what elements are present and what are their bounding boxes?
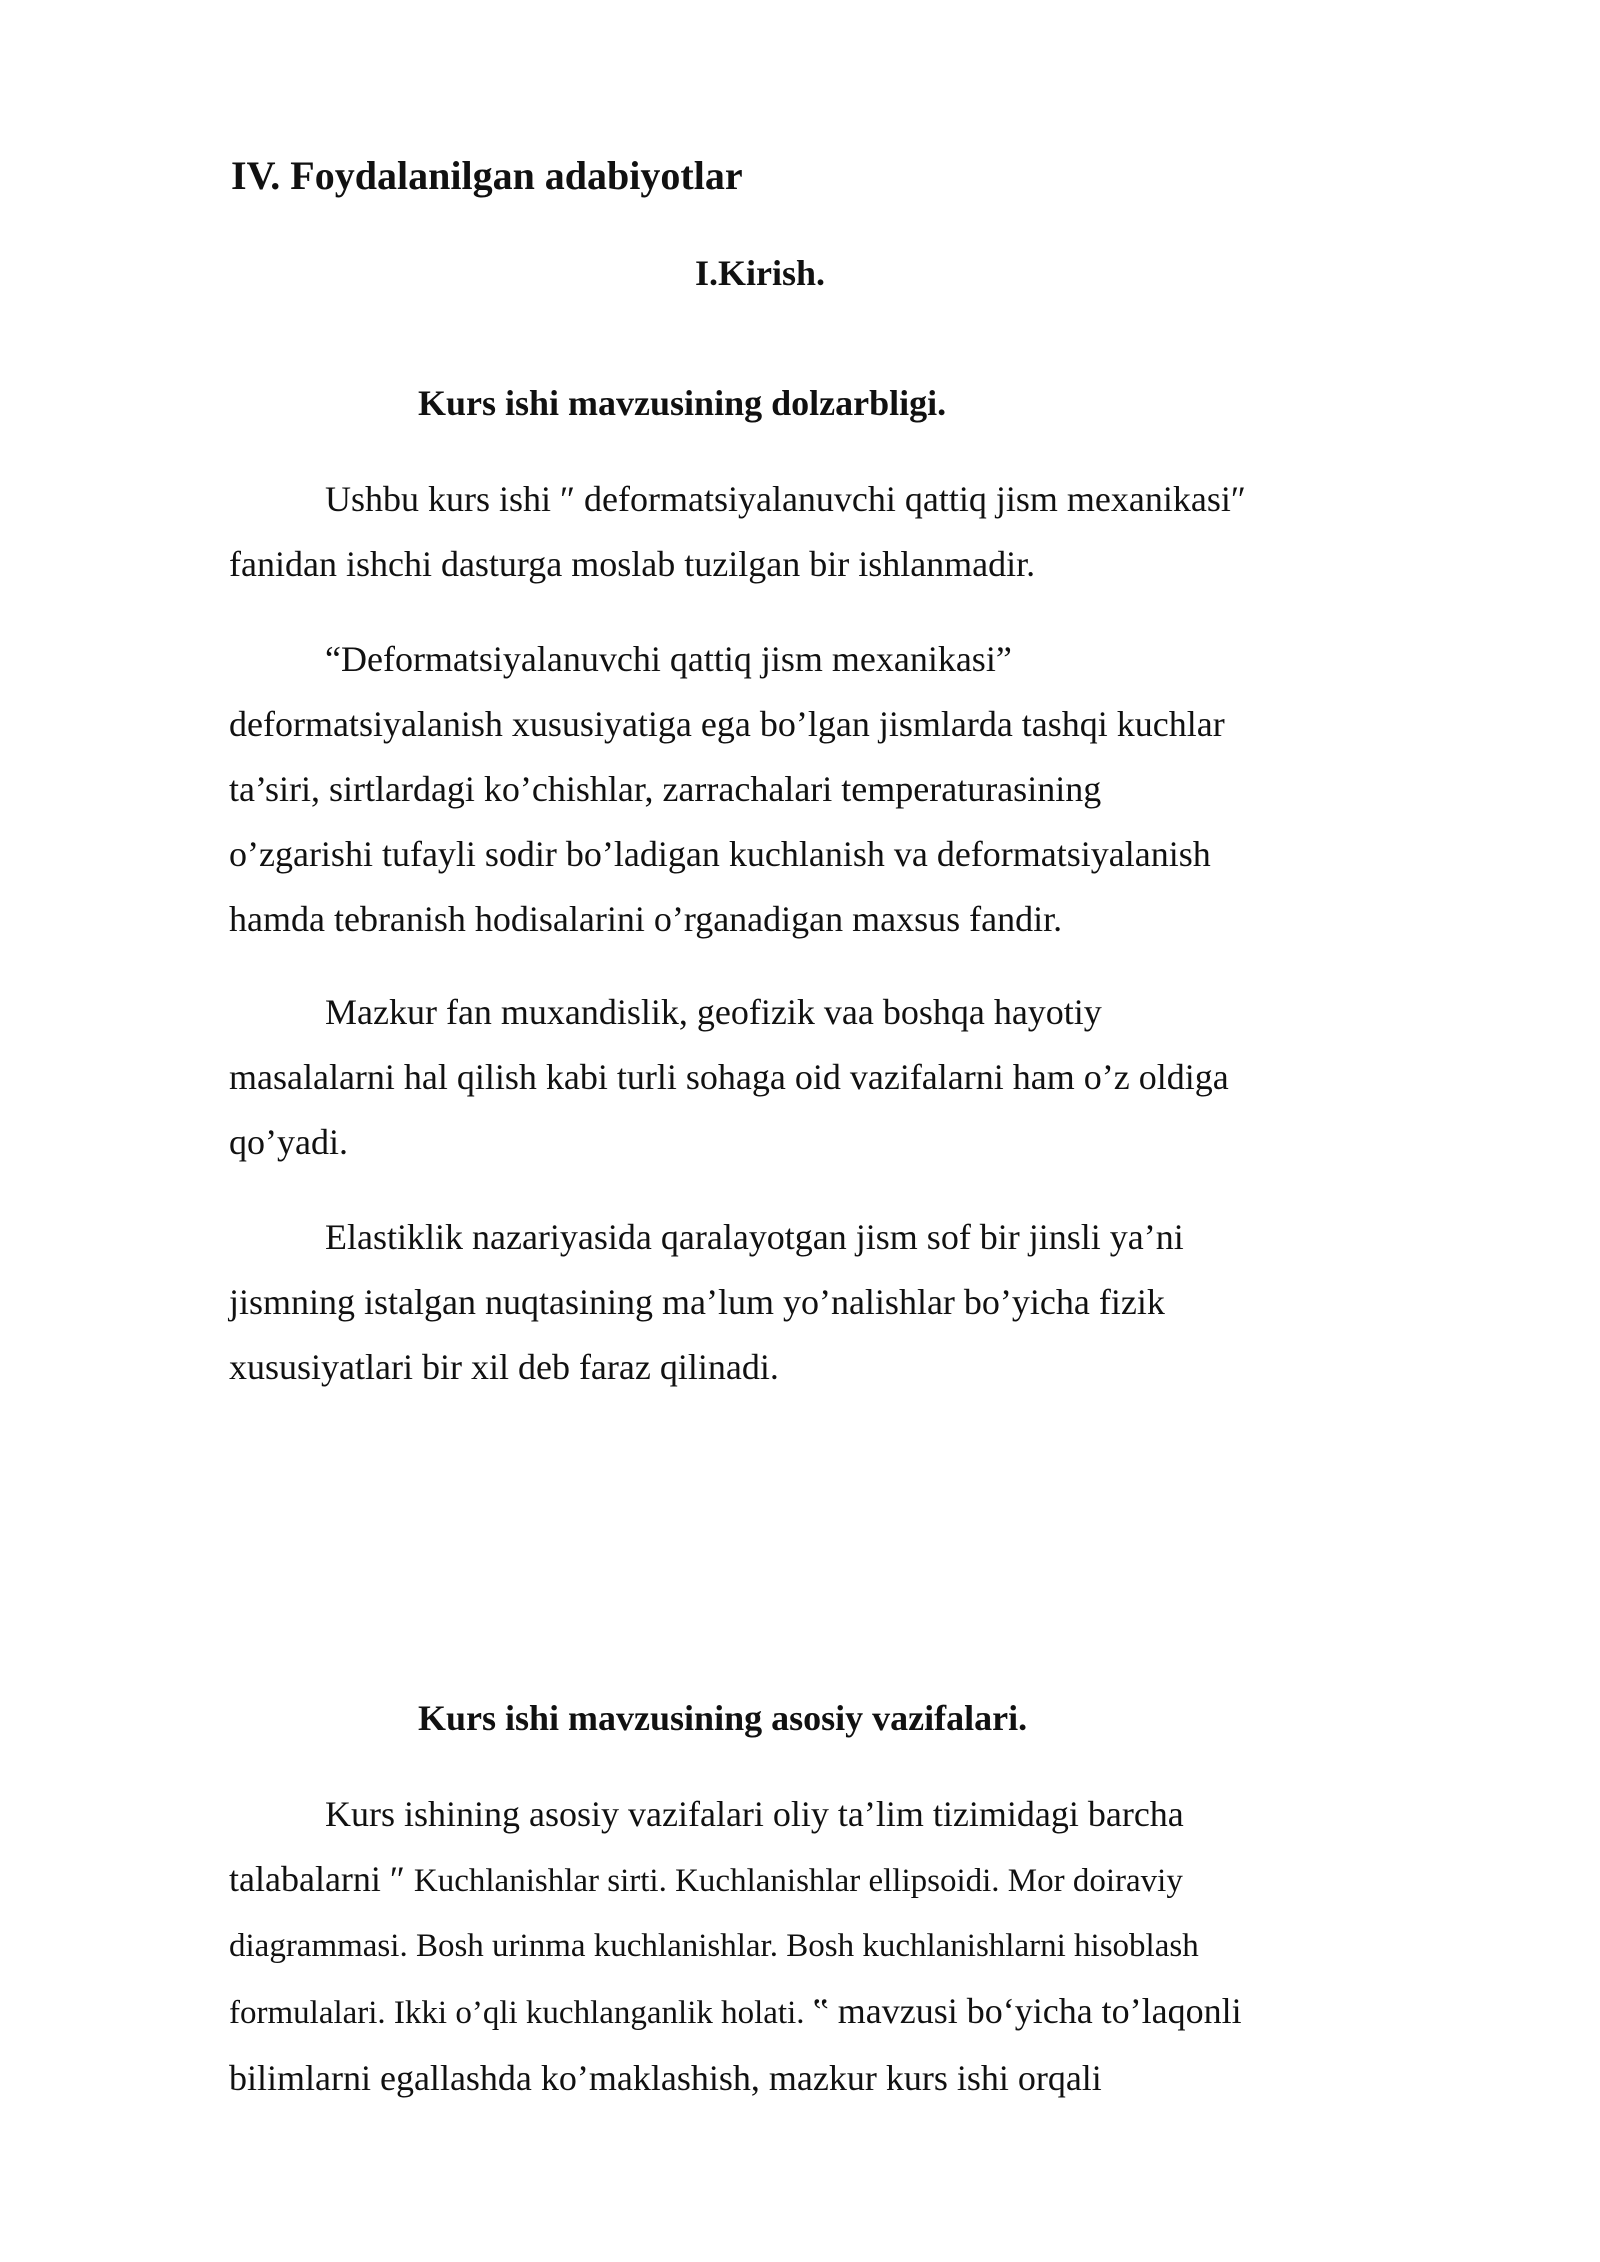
relevance-heading: Kurs ishi mavzusining dolzarbligi.: [418, 383, 947, 423]
topic-text: formulalari. Ikki o’qli kuchlanganlik holati.: [229, 1995, 813, 2031]
topic-text: Kuchlanishlar sirti. Kuchlanishlar ellipsoidi. Mor doiraviy: [413, 1863, 1183, 1899]
paragraph-elasticity: [229, 1205, 1479, 1400]
text-line: Kurs ishining asosiy vazifalari oliy ta’lim tizimidagi barcha: [325, 1794, 1184, 1834]
text-line: ta’siri, sirtlardagi ko’chishlar, zarrachalari temperaturasining: [229, 769, 1102, 809]
paragraph-course-tasks: [229, 1782, 1479, 2111]
text-line: “Deformatsiyalanuvchi qattiq jism mexanikasi”: [325, 639, 1012, 679]
text-segment: ‟ mavzusi bo‘yicha to’laqonli: [812, 1991, 1242, 2031]
text-line: Mazkur fan muxandislik, geofizik vaa boshqa hayotiy: [325, 992, 1102, 1032]
text-line: deformatsiyalanish xususiyatiga ega bo’lgan jismlarda tashqi kuchlar: [229, 704, 1225, 744]
text-line: hamda tebranish hodisalarini o’rganadigan maxsus fandir.: [229, 899, 1063, 939]
text-line: [229, 1847, 1479, 1914]
intro-heading: I.Kirish.: [694, 253, 826, 293]
literature-heading: IV. Foydalanilgan adabiyotlar: [231, 153, 743, 198]
text-line: Ushbu kurs ishi ″ deformatsiyalanuvchi qattiq jism mexanikasi″: [325, 479, 1246, 519]
topic-text: diagrammasi. Bosh urinma kuchlanishlar. Bosh kuchlanishlarni hisoblash: [229, 1928, 1199, 1964]
text-line: bilimlarni egallashda ko’maklashish, mazkur kurs ishi orqali: [229, 2058, 1102, 2098]
text-line: [229, 1979, 1479, 2046]
text-line: qo’yadi.: [229, 1122, 348, 1162]
text-line: Elastiklik nazariyasida qaralayotgan jism sof bir jinsli ya’ni: [325, 1217, 1184, 1257]
text-line: xususiyatlari bir xil deb faraz qilinadi.: [229, 1347, 779, 1387]
text-line: o’zgarishi tufayli sodir bo’ladigan kuchlanish va deformatsiyalanish: [229, 834, 1211, 874]
text-line: jismning istalgan nuqtasining ma’lum yo’nalishlar bo’yicha fizik: [229, 1282, 1165, 1322]
tasks-heading: Kurs ishi mavzusining asosiy vazifalari.: [418, 1698, 1028, 1738]
paragraph-applications: [229, 980, 1479, 1175]
paragraph-subject-definition: [229, 627, 1479, 952]
paragraph-course-intro: [229, 467, 1479, 597]
text-line: masalalarni hal qilish kabi turli sohaga oid vazifalarni ham o’z oldiga: [229, 1057, 1229, 1097]
text-segment: talabalarni ″: [229, 1859, 414, 1899]
text-line: fanidan ishchi dasturga moslab tuzilgan bir ishlanmadir.: [229, 544, 1036, 584]
